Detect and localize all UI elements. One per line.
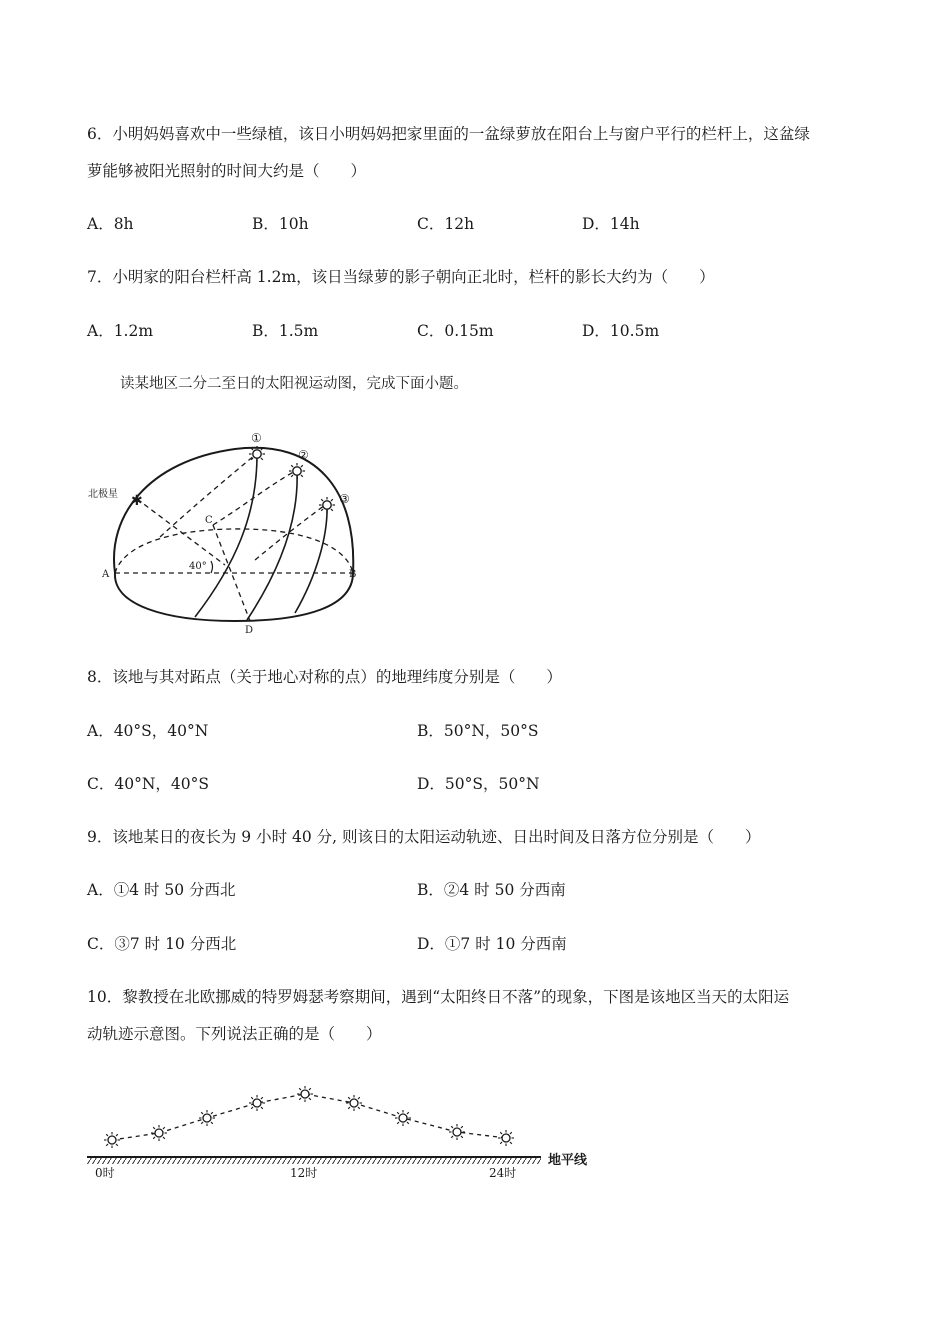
sun-1-label: ① <box>251 431 262 445</box>
sun-trajectory <box>112 1094 506 1140</box>
q7-option-c: C．0.15m <box>417 322 494 340</box>
polaris-line <box>137 499 225 565</box>
q8-option-d: D．50°S，50°N <box>417 775 540 793</box>
sun-path-1 <box>195 455 257 617</box>
time-label-12: 12时 <box>290 1166 318 1180</box>
q7-stem-line1: 7．小明家的阳台栏杆高 1.2m，该日当绿萝的影子朝向正北时，栏杆的影长大约为（ ） <box>87 268 715 286</box>
dashed-arc-2 <box>213 470 297 525</box>
sun-hour9-icon <box>249 1095 265 1111</box>
horizon-label: 地平线 <box>548 1153 588 1168</box>
q6-option-b: B．10h <box>252 215 309 233</box>
ground-outline <box>115 573 353 621</box>
sun-hour24-icon <box>498 1130 514 1146</box>
sun-hour15-icon <box>346 1095 362 1111</box>
time-label-0: 0时 <box>95 1166 115 1180</box>
q10-stem-line1: 10．黎教授在北欧挪威的特罗姆瑟考察期间，遇到“太阳终日不落”的现象，下图是该地区当天的太阳运 <box>87 988 790 1006</box>
polaris-label: 北极星 <box>88 489 118 500</box>
q8-stem-line1: 8．该地与其对跖点（关于地心对称的点）的地理纬度分别是（ ） <box>87 668 562 686</box>
q9-option-c: C．③7 时 10 分西北 <box>87 935 237 953</box>
sun-1-icon <box>249 446 265 462</box>
sun-2-icon <box>289 463 305 479</box>
sun-3-icon <box>319 497 335 513</box>
sun-hour6-icon <box>199 1110 215 1126</box>
section-intro: 读某地区二分二至日的太阳视运动图，完成下面小题。 <box>120 376 468 392</box>
sun-path-diagram <box>85 425 375 640</box>
q6-option-d: D．14h <box>582 215 640 233</box>
q9-option-b: B．②4 时 50 分西南 <box>417 881 566 899</box>
sun-path-3 <box>295 505 327 613</box>
q9-stem-line1: 9．该地某日的夜长为 9 小时 40 分, 则该日的太阳运动轨迹、日出时间及日落方位分别是（ ） <box>87 828 761 846</box>
q7-option-d: D．10.5m <box>582 322 660 340</box>
sun-hour18-icon <box>395 1110 411 1126</box>
time-label-24: 24时 <box>489 1166 517 1180</box>
q6-option-c: C．12h <box>417 215 475 233</box>
polaris-star-icon: ✱ <box>131 493 143 509</box>
angle-label: 40° <box>189 561 207 572</box>
midnight-sun-diagram <box>85 1080 625 1185</box>
q9-option-a: A．①4 时 50 分西北 <box>87 881 236 899</box>
q9-option-d: D．①7 时 10 分西南 <box>417 935 567 953</box>
sun-hour0-icon <box>104 1132 120 1148</box>
ground-hatch <box>87 1157 541 1164</box>
point-a-label: A <box>102 569 110 580</box>
q8-option-a: A．40°S，40°N <box>87 722 209 740</box>
q7-option-a: A．1.2m <box>87 322 154 340</box>
sun-hour12-icon <box>297 1086 313 1102</box>
sun-2-label: ② <box>298 448 309 462</box>
horizon-back <box>115 529 353 573</box>
q8-option-b: B．50°N，50°S <box>417 722 539 740</box>
point-b-label: B <box>349 569 357 580</box>
q6-stem-line2: 萝能够被阳光照射的时间大约是（ ） <box>87 162 367 180</box>
angle-arc <box>211 561 213 573</box>
sun-3-label: ③ <box>339 492 350 506</box>
sun-hour3-icon <box>151 1125 167 1141</box>
q6-stem-line1: 6．小明妈妈喜欢中一些绿植，该日小明妈妈把家里面的一盆绿萝放在阳台上与窗户平行的栏杆上，这盆绿 <box>87 125 810 143</box>
q10-stem-line2: 动轨迹示意图。下列说法正确的是（ ） <box>87 1025 382 1043</box>
q6-option-a: A．8h <box>87 215 134 233</box>
point-d-label: D <box>245 625 254 636</box>
q7-option-b: B．1.5m <box>252 322 319 340</box>
sun-hour21-icon <box>449 1124 465 1140</box>
q8-option-c: C．40°N，40°S <box>87 775 209 793</box>
point-c-label: C <box>205 515 213 526</box>
